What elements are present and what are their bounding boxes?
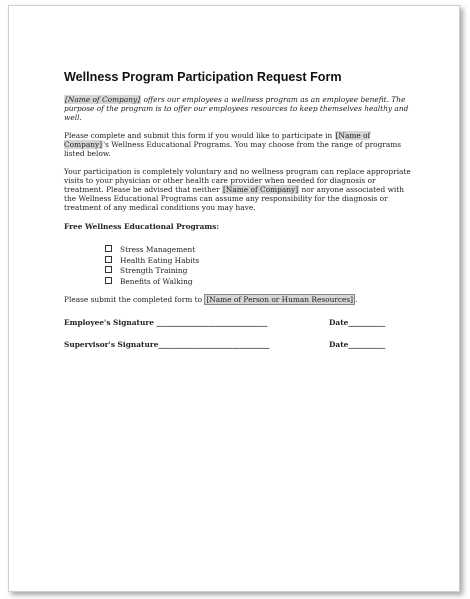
checkbox-icon[interactable] [105, 245, 112, 252]
programs-list [64, 245, 416, 286]
submit-instructions: Please submit the completed form to [Name of Person or Human Resources] . [64, 294, 358, 304]
form-title: Wellness Program Participation Request Form [64, 70, 342, 84]
programs-heading: Free Wellness Educational Programs: [64, 222, 220, 231]
employee-signature-field[interactable]: Employee's Signature ______________________________ [64, 317, 268, 327]
checkbox-icon[interactable] [105, 256, 112, 263]
program-item[interactable]: Benefits of Walking [105, 277, 416, 286]
supervisor-signature-row [64, 340, 416, 349]
intro-paragraph: [Name of Company] offers our employees a wellness program as an employee benefit. The purpose of the program is to offer our employees resources to keep themselves healthy and well. [64, 95, 409, 122]
program-item[interactable]: Stress Management [105, 245, 416, 254]
company-placeholder: [Name of Company] [64, 131, 371, 149]
company-placeholder: [Name of Company] [65, 95, 141, 104]
document-page [8, 5, 460, 592]
supervisor-signature-field[interactable]: Supervisor's Signature______________________________ [64, 339, 270, 349]
supervisor-date-field[interactable]: Date__________ [329, 339, 386, 349]
recipient-placeholder: [Name of Person or Human Resources] [206, 294, 354, 304]
checkbox-icon[interactable] [105, 277, 112, 284]
disclaimer-paragraph: Your participation is completely voluntary and no wellness program can replace appropriate visits to your physician or other health care provider when needed for diagnosis or treatment. Please be advised that neither [Name of Company] nor anyone associated with the Wellness Educational Programs can assume any responsibility for the diagnosis or treatment of any medical conditions you may have. [64, 167, 411, 212]
instructions-paragraph: Please complete and submit this form if you would like to participate in [Name of Company]'s Wellness Educational Programs. You may choose from the range of programs listed below. [64, 131, 402, 158]
company-placeholder: [Name of Company] [223, 185, 299, 194]
form-content [64, 70, 416, 349]
checkbox-icon[interactable] [105, 266, 112, 273]
employee-date-field[interactable]: Date__________ [329, 317, 386, 327]
program-item[interactable]: Health Eating Habits [105, 256, 416, 265]
employee-signature-row [64, 318, 416, 327]
program-item[interactable]: Strength Training [105, 266, 416, 275]
